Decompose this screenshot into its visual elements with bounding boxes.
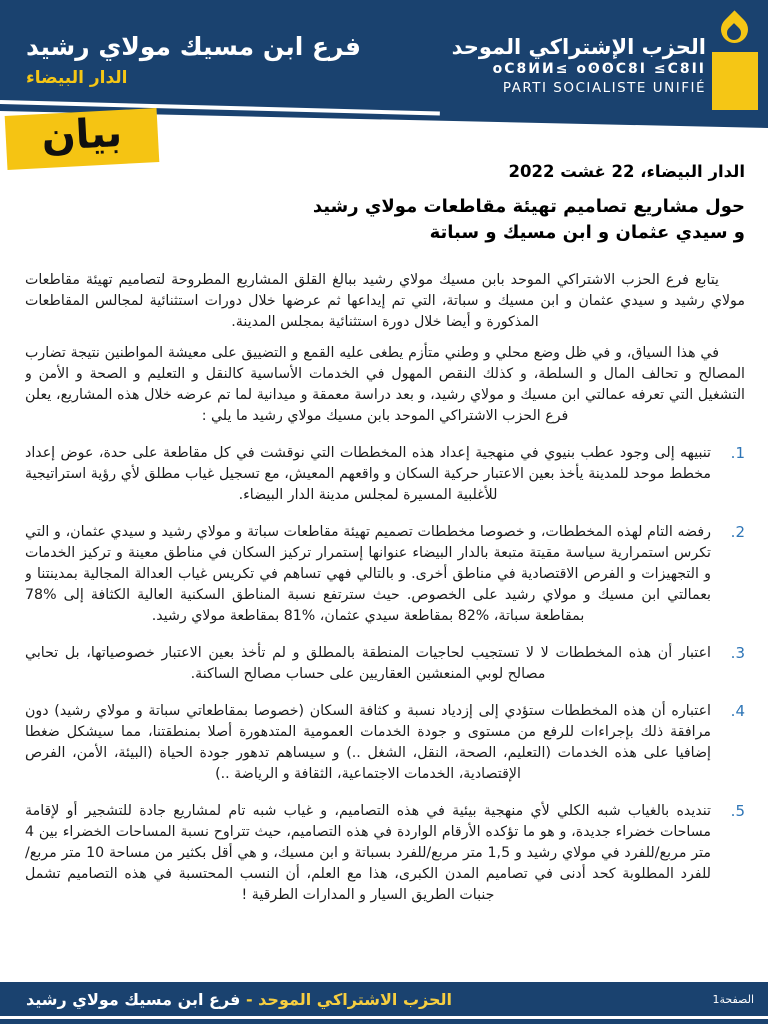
list-item-text: اعتبار أن هذه المخططات لا لا تستجيب لحاجيات المنطقة بالمطلق و لم تأخذ بعين الاعتبار خصوصياتها، بل تحابي مصالح لوبي المنعشين العقاريين على حساب مصالح الساكنة. xyxy=(25,645,711,682)
party-name-tifinagh: оС8ИИ≤ оʘʘС8І ≤С8ІІ xyxy=(492,61,706,77)
statement-banner-label: بيان xyxy=(40,109,124,161)
party-name-block xyxy=(452,34,706,97)
list-item-text: اعتباره أن هذه المخططات ستؤدي إلى إزدياد نسبة و كثافة السكان (خصوصا بمقاطعاتي سباتة و مولاي رشيد) دون مرافقة ذلك بإجراءات للرفع من مستوى و جودة الخدمات العمومية المتدهورة أصلا بمنطقتنا، مما سيشكل ضغطا إضافيا على هذه الخدمات (التعليم، الصحة، النقل، الشغل ..) و سيساهم تدهور جودة الحياة (البيئة، الأمن، الفرص الإقتصادية، الخدمات الاجتماعية، الثقافة و الرياضة ..) xyxy=(25,703,711,782)
list-item xyxy=(25,801,745,906)
candle-body xyxy=(712,52,758,110)
statement-body xyxy=(25,160,745,976)
branch-name: فرع ابن مسيك مولاي رشيد xyxy=(26,32,361,61)
list-item-number: 4. xyxy=(730,702,745,720)
list-item xyxy=(25,701,745,785)
list-item-text: تنديده بالغياب شبه الكلي لأي منهجية بيئية في هذه التصاميم، و غياب شبه تام لمشاريع جادة للتشجير أو لإقامة مساحات خضراء جديدة، و هو ما تؤكده الأرقام الواردة في هذه التصاميم، حيث تتراوح نسبة المساحات الخضراء بين 4 متر مربع/للفرد في مولاي رشيد و 1,5 متر مربع/للفرد بسباتة و ابن مسيك، و هي أقل بكثير من مساحة 10 متر مربع/للفرد المطلوبة كحد أدنى في تصاميم المدن الكبرى، هذا مع العلم، أن النسب المحتسبة في هذه التصاميم تشمل جنبات الطريق السيار و المدارات الطرقية ! xyxy=(25,803,712,903)
list-item xyxy=(25,522,745,627)
page-number: الصفحة1 xyxy=(712,992,754,1006)
list-item-number: 3. xyxy=(730,644,745,662)
branch-block xyxy=(26,30,361,90)
branch-city: الدار البيضاء xyxy=(26,68,128,88)
footer-title xyxy=(26,990,452,1009)
party-name-french: PARTI SOCIALISTE UNIFIÉ xyxy=(502,80,706,96)
list-item-number: 1. xyxy=(730,444,745,462)
candle-icon xyxy=(710,16,760,112)
paragraph: في هذا السياق، و في ظل وضع محلي و وطني متأزم يطغى عليه القمع و التضييق على معيشة المواطنين نتيجة تضارب المصالح و تحالف المال و السلطة، و كذلك النقص المهول في الخدمات الأساسية كالنقل و التعليم و الصحة و الأمن و التشغيل التي تعرفه عمالتي ابن مسيك و مولاي رشيد، و بعد دراسة معمقة و ميدانية لما تم عرضه خلال هذه المشاريع، يعلن فرع الحزب الاشتراكي الموحد بابن مسيك مولاي رشيد ما يلي : xyxy=(25,345,745,424)
list-item-text: تنبيهه إلى وجود عطب بنيوي في منهجية إعداد هذه المخططات التي نوقشت في كل مقاطعة على حدة، عوض إعداد مخطط موحد للمدينة يأخذ بعين الاعتبار حركية السكان و واقعهم المعيش، مع تسجيل غياب مطلق لأي رؤية استراتيجية للأغلبية المسيرة لمجلس مدينة الدار البيضاء. xyxy=(25,445,711,503)
party-name-arabic: الحزب الإشتراكي الموحد xyxy=(451,35,706,59)
statement-title xyxy=(25,194,745,246)
statement-title-line1: حول مشاريع تصاميم تهيئة مقاطعات مولاي رشيد xyxy=(312,196,745,217)
intro-paragraphs xyxy=(25,270,745,427)
dateline: الدار البيضاء، 22 غشت 2022 xyxy=(508,162,745,181)
footer-party-name: الحزب الاشتراكي الموحد - xyxy=(245,989,452,1009)
numbered-list xyxy=(25,443,745,906)
paragraph: يتابع فرع الحزب الاشتراكي الموحد بابن مسيك مولاي رشيد ببالغ القلق المشاريع المطروحة لتصاميم تهيئة مقاطعات مولاي رشيد و سيدي عثمان و ابن مسيك و سباتة، التي تم إيداعها ثم عرضها خلال دورات استثنائية لمجالس المقاطعات المذكورة و أيضا خلال دورة استثنائية بمجلس المدينة. xyxy=(25,272,745,330)
list-item-number: 2. xyxy=(730,523,745,541)
footer-bar xyxy=(0,982,768,1016)
footer-bottom-strip xyxy=(0,1019,768,1024)
list-item xyxy=(25,443,745,506)
footer-branch-name: فرع ابن مسيك مولاي رشيد xyxy=(26,989,241,1009)
list-item-text: رفضه التام لهذه المخططات، و خصوصا مخططات تصميم تهيئة مقاطعات سباتة و مولاي رشيد و سيدي عثمان، و التي تكرس استمرارية سياسة مقيتة متبعة بالدار البيضاء عنوانها إستمرار تركيز السكان في مناطق معينة و تركيز الخدمات و التجهيزات و الفرص الاقتصادية في مناطق أخرى. و بالتالي فهي تساهم في تكريس غياب العدالة المجالية بمدينتنا و بعمالتي ابن مسيك و مولاي رشيد على الخصوص. حيث سترتفع نسبة المناطق السكنية العالية الكثافة إلى %78 بمقاطعة سباتة، %82 بمقاطعة سيدي عثمان، %81 بمقاطعة مولاي رشيد. xyxy=(25,524,711,624)
list-item-number: 5. xyxy=(730,802,745,820)
statement-banner xyxy=(5,108,160,170)
list-item xyxy=(25,643,745,685)
statement-title-line2: و سيدي عثمان و ابن مسيك و سباتة xyxy=(429,222,745,243)
